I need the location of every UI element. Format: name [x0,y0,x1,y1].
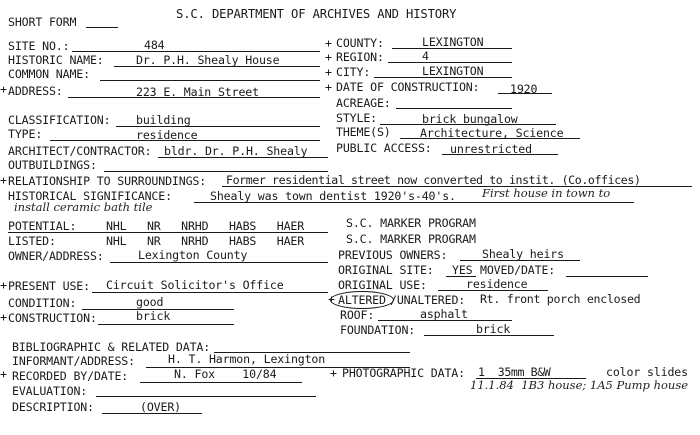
public-access-value: unrestricted [450,142,532,156]
bibliographic-label: BIBLIOGRAPHIC & RELATED DATA: [12,340,211,354]
previous-owners-value: Shealy heirs [482,247,564,261]
outbuildings-label: OUTBUILDINGS: [8,158,97,172]
historic-name-label: HISTORIC NAME: [8,53,104,67]
description-label: DESCRIPTION: [12,400,94,414]
architect-label: ARCHITECT/CONTRACTOR: [8,144,152,158]
photographic-handwritten: 11.1.84 1B3 house; 1A5 Pump house [470,378,689,392]
roof-value: asphalt [420,307,468,321]
plus-marker: + [325,50,332,64]
date-construction-value: 1920 [510,82,538,96]
present-use-label: PRESENT USE: [8,279,90,293]
informant-value: H. T. Harmon, Lexington [168,352,326,366]
listed-options: NHL NR NRHD HABS HAER [106,234,305,248]
plus-marker: + [0,310,7,324]
recorded-by-label: RECORDED BY/DATE: [12,369,129,383]
style-label: STYLE: [336,111,377,125]
original-use-value: residence [466,277,528,291]
common-name-label: COMMON NAME: [8,67,90,81]
evaluation-label: EVALUATION: [12,384,88,398]
potential-marker: S.C. MARKER PROGRAM [346,216,476,230]
significance-handwritten-1: First house in town to [482,186,611,200]
county-value: LEXINGTON [422,35,484,49]
foundation-label: FOUNDATION: [340,323,416,337]
classification-label: CLASSIFICATION: [8,113,111,127]
historic-name-value: Dr. P.H. Shealy House [136,53,280,67]
plus-marker: + [328,292,335,306]
plus-marker: + [325,65,332,79]
plus-marker: + [0,173,7,187]
site-no-label: SITE NO.: [8,39,70,53]
altered-label: ALTERED [338,293,386,307]
potential-label: POTENTIAL: [8,219,77,233]
construction-value: brick [136,309,171,323]
photographic-value: 1 35mm B&W [478,365,551,379]
type-label: TYPE: [8,127,43,141]
address-value: 223 E. Main Street [136,85,259,99]
classification-value: building [136,113,191,127]
altered-value: Rt. front porch enclosed [480,292,641,306]
present-use-value: Circuit Solicitor's Office [106,278,284,292]
city-value: LEXINGTON [422,64,484,78]
recorded-by-value: N. Fox 10/84 [174,367,277,381]
plus-marker: + [0,82,7,96]
plus-marker: + [325,36,332,50]
plus-marker: + [330,366,337,380]
region-value: 4 [422,49,429,63]
roof-label: ROOF: [340,308,375,322]
theme-label: THEME(S) [336,125,391,139]
significance-label: HISTORICAL SIGNIFICANCE: [8,189,172,203]
plus-marker: + [0,278,7,292]
construction-label: CONSTRUCTION: [8,311,97,325]
city-label: CITY: [336,65,371,79]
original-site-label: ORIGINAL SITE: [338,263,434,277]
public-access-label: PUBLIC ACCESS: [336,141,432,155]
address-label: ADDRESS: [8,84,63,98]
acreage-label: ACREAGE: [336,96,391,110]
relationship-value: Former residential street now converted to instit. (Co.offices) [226,173,641,187]
potential-options: NHL NR NRHD HABS HAER [106,219,305,233]
listed-marker: S.C. MARKER PROGRAM [346,232,476,246]
short-form-label: SHORT FORM [8,15,77,29]
style-value: brick bungalow [422,112,518,126]
unaltered-label: /UNALTERED: [390,293,466,307]
moved-date-label: MOVED/DATE: [480,263,556,277]
listed-label: LISTED: [8,234,56,248]
previous-owners-label: PREVIOUS OWNERS: [338,248,448,262]
type-value: residence [136,128,198,142]
owner-label: OWNER/ADDRESS: [8,249,104,263]
plus-marker: + [325,80,332,94]
original-use-label: ORIGINAL USE: [338,278,427,292]
relationship-label: RELATIONSHIP TO SURROUNDINGS: [8,174,207,188]
county-label: COUNTY: [336,36,384,50]
informant-label: INFORMANT/ADDRESS: [12,354,135,368]
condition-value: good [136,295,164,309]
foundation-value: brick [476,322,511,336]
photographic-label: PHOTOGRAPHIC DATA: [342,366,465,380]
color-slides-label: color slides [606,365,688,379]
description-value: (OVER) [140,400,181,414]
region-label: REGION: [336,50,384,64]
condition-label: CONDITION: [8,296,77,310]
plus-marker: + [0,367,7,381]
original-site-value: YES [452,263,473,277]
architect-value: bldr. Dr. P.H. Shealy [164,144,308,158]
agency-title: S.C. DEPARTMENT OF ARCHIVES AND HISTORY [176,7,457,21]
theme-value: Architecture, Science [420,126,564,140]
date-construction-label: DATE OF CONSTRUCTION: [336,80,480,94]
significance-value: Shealy was town dentist 1920's-40's. [210,189,456,203]
significance-handwritten-2: install ceramic bath tile [14,200,153,214]
site-no-value: 484 [144,38,165,52]
owner-value: Lexington County [138,248,248,262]
